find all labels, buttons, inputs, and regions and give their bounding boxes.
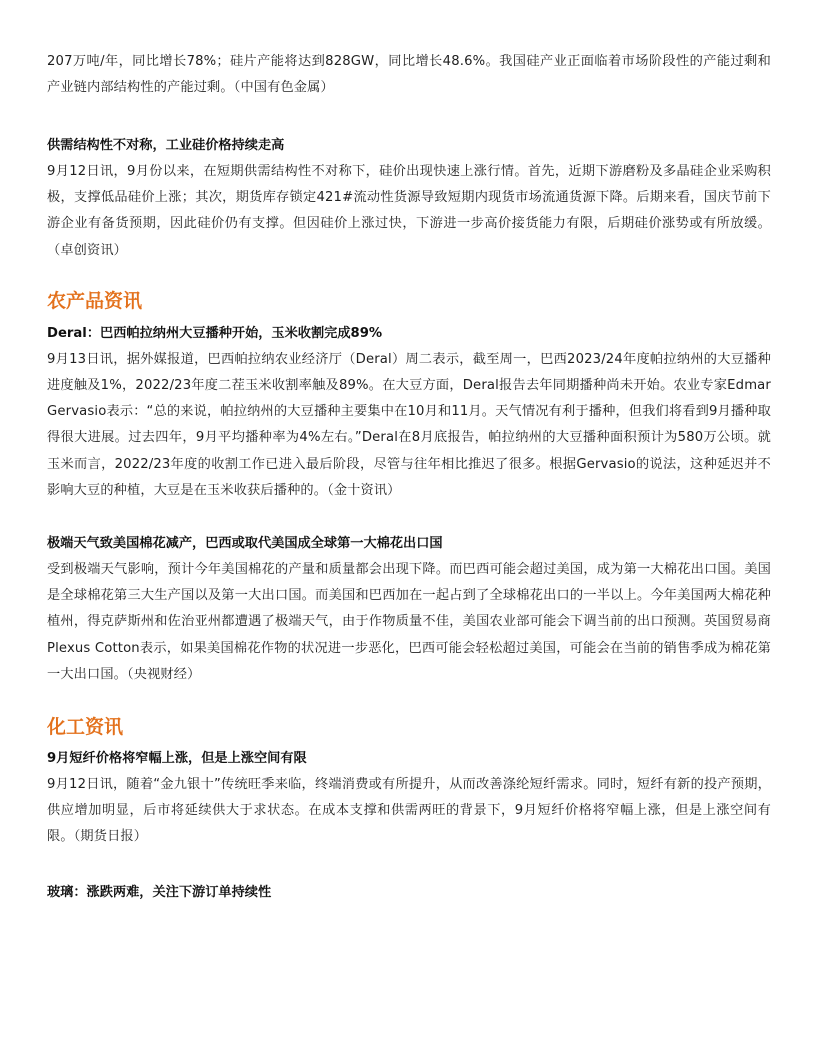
agri-news-cotton (47, 531, 771, 688)
chem-section-title: 化工资讯 (47, 716, 124, 739)
intro-block (47, 49, 771, 101)
soy-paragraph: 9月13日讯，据外媒报道，巴西帕拉纳农业经济厅（Deral）周二表示，截至周一，巴西2023/24年度帕拉纳州的大豆播种进度触及1%，2022/23年度二茬玉米收割率触及89%。在大豆方面，Deral报告去年同期播种尚未开始。农业专家Edmar Gervasio表示：“总的来说，帕拉纳州的大豆播种主要集中在10月和11月。天气情况有利于播种，但我们将看到9月播种取得很大进展。过去四年，9月平均播种率为4%左右。”Deral在8月底报告，帕拉纳州的大豆播种面积预计为580万公顷。就玉米而言，2022/23年度的收割工作已进入最后阶段，尽管与往年相比推迟了很多。根据Gervasio的说法，这种延迟并不影响大豆的种植，大豆是在玉米收获后播种的。（金十资讯） (47, 351, 771, 498)
fiber-headline: 9月短纤价格将窄幅上涨，但是上涨空间有限 (47, 751, 307, 767)
fiber-paragraph: 9月12日讯，随着“金九银十”传统旺季来临，终端消费或有所提升，从而改善涤纶短纤需求。同时，短纤有新的投产预期，供应增加明显，后市将延续供大于求状态。在成本支撑和供需两旺的背景下，9月短纤价格将窄幅上涨，但是上涨空间有限。（期货日报） (47, 777, 771, 845)
chem-news-glass (47, 880, 771, 906)
silicon-paragraph: 9月12日讯，9月份以来，在短期供需结构性不对称下，硅价出现快速上涨行情。首先，近期下游磨粉及多晶硅企业采购积极，支撑低品硅价上涨；其次，期货库存锁定421#流动性货源导致短期内现货市场流通货源下降。后期来看，国庆节前下游企业有备货预期，因此硅价仍有支撑。但因硅价上涨过快，下游进一步高价接货能力有限，后期硅价涨势或有所放缓。（卓创资讯） (47, 164, 771, 258)
agri-section-title: 农产品资讯 (47, 289, 143, 312)
silicon-news (47, 133, 771, 264)
chem-news-fiber (47, 746, 771, 851)
cotton-headline: 极端天气致美国棉花减产，巴西或取代美国成全球第一大棉花出口国 (47, 536, 443, 552)
intro-paragraph: 207万吨/年，同比增长78%；硅片产能将达到828GW，同比增长48.6%。我国硅产业正面临着市场阶段性的产能过剩和产业链内部结构性的产能过剩。（中国有色金属） (47, 54, 771, 96)
chem-section (47, 714, 771, 906)
agri-section (47, 288, 771, 688)
document-page (47, 49, 771, 906)
soy-headline: Deral：巴西帕拉纳州大豆播种开始，玉米收割完成89% (47, 325, 383, 341)
cotton-paragraph: 受到极端天气影响，预计今年美国棉花的产量和质量都会出现下降。而巴西可能会超过美国，成为第一大棉花出口国。美国是全球棉花第三大生产国以及第一大出口国。而美国和巴西加在一起占到了全球棉花出口的一半以上。今年美国两大棉花种植州，得克萨斯州和佐治亚州都遭遇了极端天气，由于作物质量不佳，美国农业部可能会下调当前的出口预测。英国贸易商Plexus Cotton表示，如果美国棉花作物的状况进一步恶化，巴西可能会轻松超过美国，可能会在当前的销售季成为棉花第一大出口国。（央视财经） (47, 562, 771, 682)
glass-headline: 玻璃：涨跌两难，关注下游订单持续性 (47, 884, 272, 900)
silicon-headline: 供需结构性不对称，工业硅价格持续走高 (47, 138, 285, 153)
agri-news-soy (47, 321, 771, 504)
